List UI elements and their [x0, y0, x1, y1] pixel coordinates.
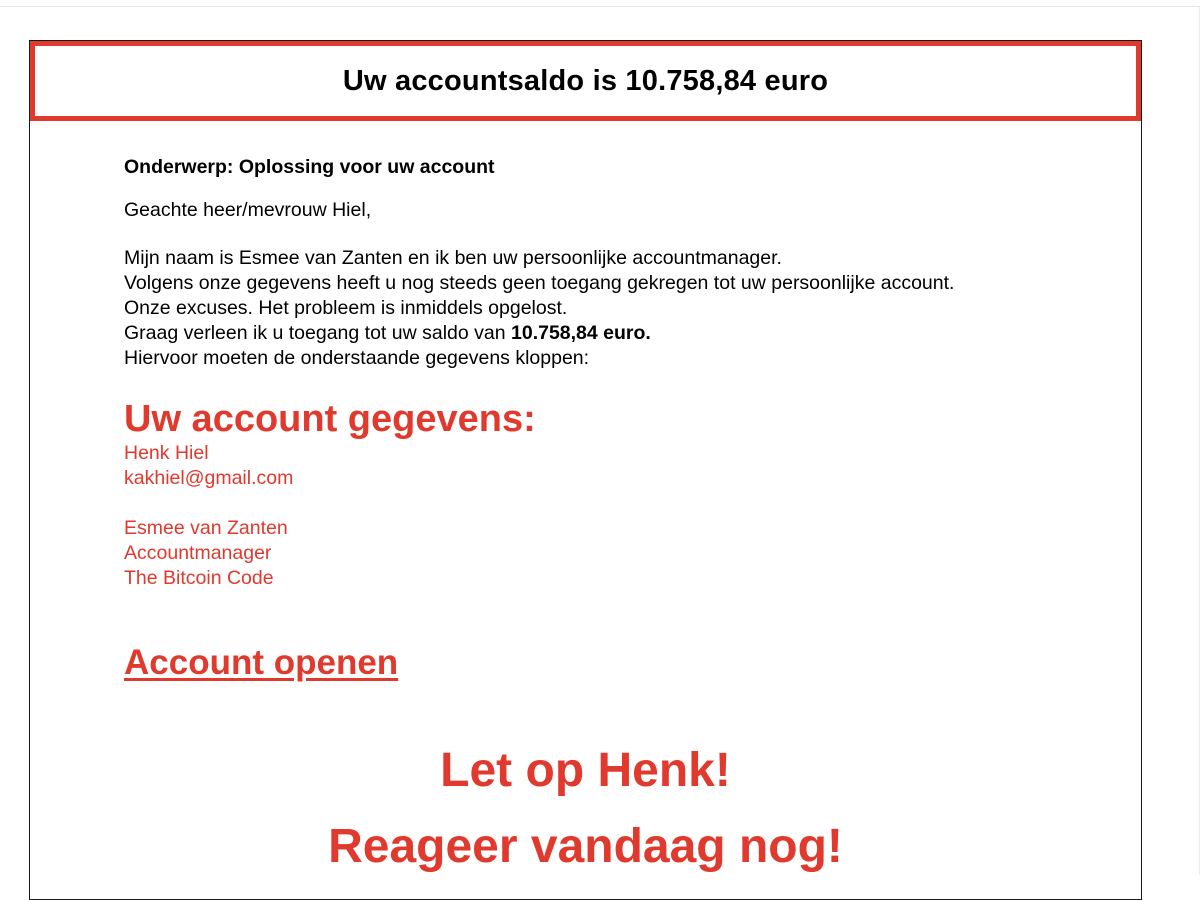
paragraph-line: Mijn naam is Esmee van Zanten en ik ben uw persoonlijke accountmanager.: [124, 247, 782, 269]
paragraph-line: Hiervoor moeten de onderstaande gegevens kloppen:: [124, 347, 590, 369]
paragraph-line: [124, 321, 1084, 346]
email-content: [124, 154, 1084, 684]
account-details-heading: Uw account gegevens:: [124, 398, 536, 440]
email-signature: [124, 516, 1084, 591]
email-body-frame: [29, 40, 1142, 900]
balance-amount: 10.758,84 euro.: [511, 322, 651, 344]
signature-name: Esmee van Zanten: [124, 517, 288, 539]
paragraph-line: Volgens onze gegevens heeft u nog steeds geen toegang gekregen tot uw persoonlijke account.: [124, 272, 955, 294]
balance-banner: [30, 41, 1141, 121]
email-subject: Onderwerp: Oplossing voor uw account: [124, 156, 495, 178]
balance-banner-text: Uw accountsaldo is 10.758,84 euro: [342, 64, 829, 97]
account-name: Henk Hiel: [124, 442, 209, 464]
account-details: [124, 441, 1084, 491]
open-account-link[interactable]: Account openen: [124, 643, 399, 682]
account-email: kakhiel@gmail.com: [124, 467, 294, 489]
paragraph-line: Onze excuses. Het probleem is inmiddels opgelost.: [124, 297, 568, 319]
top-divider: [0, 6, 1200, 7]
urgency-headline: Reageer vandaag nog!: [328, 820, 843, 873]
paragraph-line-text: Graag verleen ik u toegang tot uw saldo van: [124, 322, 511, 344]
warning-headline: Let op Henk!: [440, 744, 731, 797]
email-greeting: Geachte heer/mevrouw Hiel,: [124, 199, 372, 221]
signature-role: Accountmanager: [124, 542, 272, 564]
signature-company: The Bitcoin Code: [124, 567, 274, 589]
email-paragraph: [124, 246, 1084, 371]
